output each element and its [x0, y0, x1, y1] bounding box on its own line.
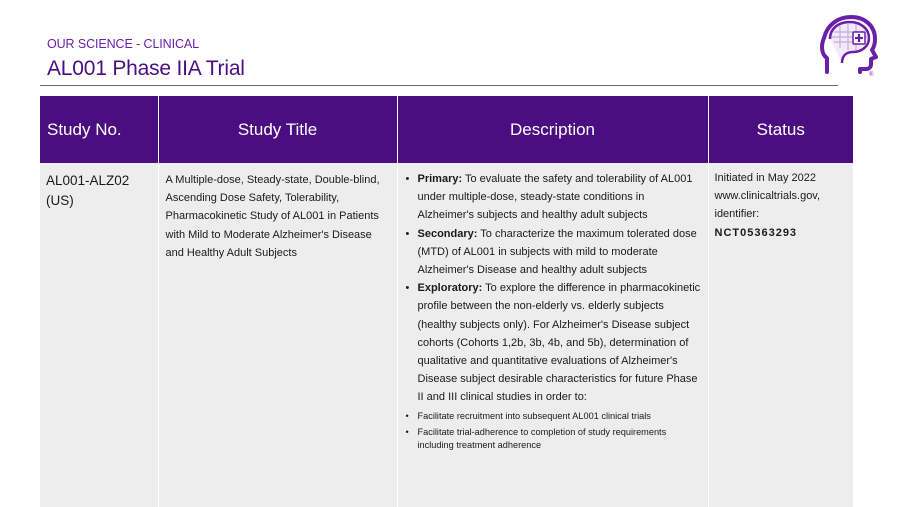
status-identifier: NCT05363293	[714, 226, 798, 239]
secondary-text: To characterize the maximum tolerated dose (MTD) of AL001 in subjects with mild to moderate Alzheimer's Disease and healthy adult subjects	[417, 227, 697, 277]
cell-status	[708, 163, 853, 507]
table-header-row	[40, 96, 853, 163]
study-region: (US)	[46, 193, 74, 208]
header-study-title: Study Title	[158, 96, 397, 163]
page-title: AL001 Phase IIA Trial	[47, 57, 245, 80]
status-identifier-label: identifier:	[714, 208, 760, 221]
header-description: Description	[397, 96, 708, 163]
status-registry: www.clinicaltrials.gov,	[714, 190, 821, 203]
objective-exploratory	[406, 279, 702, 406]
list-item: • Facilitate trial-adherence to completion of study requirements including treatment adherence	[406, 426, 702, 452]
primary-text: To evaluate the safety and tolerability of AL001 under multiple-dose, steady-state conditions in Alzheimer's subjects and healthy adult subjects	[417, 173, 693, 222]
section-kicker: OUR SCIENCE - CLINICAL	[47, 37, 199, 51]
cell-study-no	[40, 163, 158, 507]
brain-head-logo-icon	[818, 12, 884, 78]
objective-secondary	[406, 225, 702, 280]
table-row	[40, 163, 853, 507]
primary-label: Primary:	[417, 173, 463, 185]
svg-text:®: ®	[869, 72, 874, 78]
study-number: AL001-ALZ02	[46, 173, 130, 188]
list-item: • Facilitate recruitment into subsequent AL001 clinical trials	[406, 410, 702, 423]
cell-study-title	[158, 163, 397, 507]
exploratory-label: Exploratory:	[417, 282, 483, 295]
status-initiated: Initiated in May 2022	[714, 172, 817, 184]
header-status: Status	[708, 96, 853, 163]
secondary-label: Secondary:	[417, 227, 478, 240]
header-study-no: Study No.	[40, 96, 158, 163]
study-title-text: A Multiple-dose, Steady-state, Double-blind, Ascending Dose Safety, Tolerability, Pharmacokinetic Study of AL001 in Patients with Mild to Moderate Alzheimer's Disease and Healthy Adult Subjects	[165, 174, 380, 259]
cell-description	[397, 163, 708, 507]
exploratory-text: To explore the difference in pharmacokinetic profile between the non-elderly vs. elderly subjects (healthy subjects only). For Alzheimer's Disease subject cohorts (Cohorts 1,2b, 3b, 4b, and 5b), determination of qualitative and quantitative evaluations of Alzheimer's Disease subject desirable characteristics for future Phase II and III clinical studies in order to:	[417, 282, 701, 404]
objective-primary	[406, 170, 702, 225]
trial-table	[40, 96, 853, 507]
title-divider	[40, 85, 838, 86]
